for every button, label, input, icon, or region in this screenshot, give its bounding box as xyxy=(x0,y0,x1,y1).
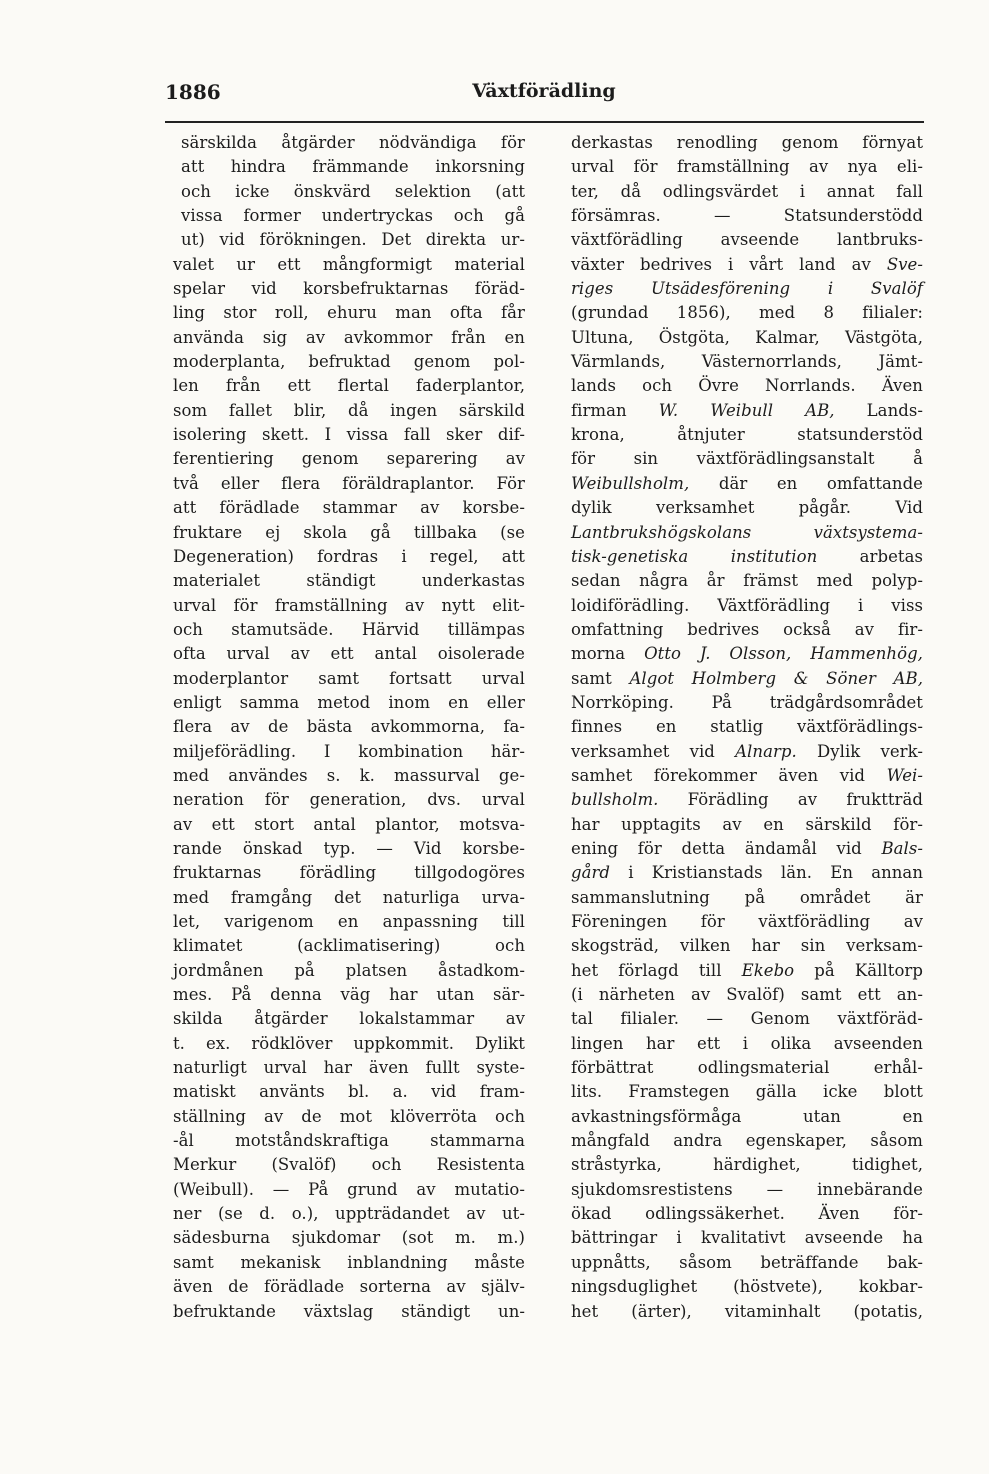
text-segment: rande önskad typ. — Vid korsbe- xyxy=(173,838,525,858)
text-line xyxy=(571,204,923,228)
text-line xyxy=(571,861,923,885)
text-line xyxy=(571,1056,923,1080)
text-line xyxy=(173,131,525,155)
text-segment: naturligt urval har även fullt syste- xyxy=(173,1058,525,1078)
text-segment: sädesburna sjukdomar (sot m. m.) xyxy=(173,1228,525,1248)
text-line xyxy=(173,1105,525,1129)
text-segment: arbetas xyxy=(817,546,923,566)
text-segment: finnes en statlig växtförädlings- xyxy=(571,717,923,737)
text-segment: spelar vid korsbefruktarnas föräd- xyxy=(173,279,525,299)
text-segment: ut) vid förökningen. Det direkta ur- xyxy=(181,230,525,250)
text-line xyxy=(173,618,525,642)
text-segment: ling stor roll, ehuru man ofta får xyxy=(173,303,525,323)
text-segment: ter, då odlingsvärdet i annat fall xyxy=(571,181,923,201)
right-column xyxy=(571,131,923,1324)
text-segment: flera av de bästa avkommorna, fa- xyxy=(173,717,525,737)
text-line xyxy=(173,545,525,569)
text-line xyxy=(571,1032,923,1056)
text-segment: lingen har ett i olika avseenden xyxy=(571,1033,923,1053)
text-segment: matiskt använts bl. a. vid fram- xyxy=(173,1082,525,1102)
text-segment: verksamhet vid xyxy=(571,741,736,761)
text-line xyxy=(173,521,525,545)
text-segment: ningsduglighet (höstvete), kokbar- xyxy=(571,1277,923,1297)
text-line xyxy=(571,569,923,593)
text-line xyxy=(571,1251,923,1275)
text-segment: sjukdomsrestistens — innebärande xyxy=(571,1179,923,1199)
text-line xyxy=(571,447,923,471)
page-header xyxy=(165,80,923,114)
text-line xyxy=(571,788,923,812)
text-line xyxy=(173,861,525,885)
page-number: 1886 xyxy=(165,80,221,104)
text-line xyxy=(173,301,525,325)
text-line xyxy=(571,959,923,983)
text-line xyxy=(173,569,525,593)
text-line xyxy=(173,326,525,350)
text-line xyxy=(571,253,923,277)
text-line xyxy=(173,959,525,983)
text-line xyxy=(173,886,525,910)
text-segment: lands och Övre Norrlands. Även xyxy=(571,376,923,396)
text-segment: fruktarnas förädling tillgodogöres xyxy=(173,863,525,883)
text-segment: med användes s. k. massurval ge- xyxy=(173,765,525,785)
text-segment: het (ärter), vitaminhalt (potatis, xyxy=(571,1301,923,1321)
text-line xyxy=(571,1300,923,1324)
text-line xyxy=(173,594,525,618)
text-line xyxy=(173,180,525,204)
text-segment: skilda åtgärder lokalstammar av xyxy=(173,1009,525,1029)
text-segment: avkastningsförmåga utan en xyxy=(571,1106,923,1126)
text-line xyxy=(571,374,923,398)
text-line xyxy=(173,1129,525,1153)
text-line xyxy=(571,691,923,715)
text-line xyxy=(571,155,923,179)
text-line xyxy=(571,1202,923,1226)
text-segment: har upptagits av en särskild för- xyxy=(571,814,923,834)
text-line xyxy=(173,1080,525,1104)
text-line xyxy=(571,715,923,739)
text-segment: sedan några år främst med polyp- xyxy=(571,571,923,591)
italic-text: Ekebo xyxy=(741,960,795,980)
italic-text: Wei- xyxy=(886,765,923,785)
text-segment: ferentiering genom separering av xyxy=(173,449,525,469)
text-line xyxy=(173,155,525,179)
text-segment: Merkur (Svalöf) och Resistenta xyxy=(173,1155,525,1175)
text-line xyxy=(173,1300,525,1324)
text-line xyxy=(571,764,923,788)
text-segment: jordmånen på platsen åstadkom- xyxy=(173,960,525,980)
text-line xyxy=(571,1178,923,1202)
text-segment: tal filialer. — Genom växtföräd- xyxy=(571,1009,923,1029)
text-line xyxy=(173,934,525,958)
text-line xyxy=(571,642,923,666)
text-line xyxy=(173,1275,525,1299)
italic-text: Bals- xyxy=(881,838,923,858)
text-segment: som fallet blir, då ingen särskild xyxy=(173,400,525,420)
text-line xyxy=(571,326,923,350)
text-line xyxy=(173,374,525,398)
text-line xyxy=(571,423,923,447)
text-line xyxy=(173,642,525,666)
text-line xyxy=(173,764,525,788)
text-segment: och icke önskvärd selektion (att xyxy=(181,181,525,201)
text-line xyxy=(173,399,525,423)
text-segment: Dylik verk- xyxy=(796,741,923,761)
text-line xyxy=(571,740,923,764)
text-line xyxy=(173,350,525,374)
text-segment: let, varigenom en anpassning till xyxy=(173,912,525,931)
text-line xyxy=(173,910,525,934)
italic-text: riges Utsädesförening i Svalöf xyxy=(571,279,923,299)
text-line xyxy=(173,228,525,252)
text-segment: Degeneration) fordras i regel, att xyxy=(173,546,525,566)
text-line xyxy=(571,1105,923,1129)
text-line xyxy=(571,180,923,204)
text-segment: växter bedrives i vårt land av xyxy=(571,254,887,274)
text-line xyxy=(571,1080,923,1104)
text-segment: uppnåtts, såsom beträffande bak- xyxy=(571,1252,923,1272)
italic-text: Algot Holmberg & Söner AB, xyxy=(629,668,923,688)
text-line xyxy=(571,496,923,520)
italic-text: tisk-genetiska institution xyxy=(571,546,818,566)
text-line xyxy=(173,204,525,228)
text-line xyxy=(173,740,525,764)
text-segment: för sin växtförädlingsanstalt å xyxy=(571,449,923,469)
text-segment: särskilda åtgärder nödvändiga för xyxy=(181,133,525,152)
text-segment: moderplantor samt fortsatt urval xyxy=(173,668,525,688)
text-segment: i Kristianstads län. En annan xyxy=(610,863,923,883)
text-line xyxy=(571,1007,923,1031)
text-segment: urval för framställning av nya eli- xyxy=(571,157,923,177)
text-line xyxy=(571,1129,923,1153)
text-line xyxy=(571,521,923,545)
text-segment: där en omfattande xyxy=(689,473,923,493)
text-segment: het förlagd till xyxy=(571,960,742,980)
text-segment: materialet ständigt underkastas xyxy=(173,571,525,591)
text-segment: krona, åtnjuter statsunderstöd xyxy=(571,425,923,445)
text-segment: två eller flera föräldraplantor. För xyxy=(173,473,525,493)
text-line xyxy=(571,813,923,837)
text-segment: mångfald andra egenskaper, såsom xyxy=(571,1131,923,1151)
text-line xyxy=(173,496,525,520)
header-rule xyxy=(165,121,924,123)
italic-text: Weibullsholm, xyxy=(571,473,690,493)
italic-text: Otto J. Olsson, Hammenhög, xyxy=(644,644,923,664)
text-segment: ner (se d. o.), uppträdandet av ut- xyxy=(173,1204,525,1224)
text-segment: valet ur ett mångformigt material xyxy=(173,254,525,274)
text-segment: ställning av de mot klöverröta och xyxy=(173,1106,525,1126)
text-segment: bättringar i kvalitativt avseende ha xyxy=(571,1228,923,1248)
text-line xyxy=(571,545,923,569)
text-line xyxy=(173,277,525,301)
text-line xyxy=(571,277,923,301)
text-line xyxy=(571,618,923,642)
text-line xyxy=(571,594,923,618)
text-segment: ökad odlingssäkerhet. Även för- xyxy=(571,1204,923,1224)
text-line xyxy=(173,1202,525,1226)
text-line xyxy=(571,1226,923,1250)
text-segment: lits. Framstegen gälla icke blott xyxy=(571,1082,923,1102)
text-segment: urval för framställning av nytt elit- xyxy=(173,595,525,615)
text-segment: Förädling av fruktträd xyxy=(658,790,923,810)
text-line xyxy=(571,131,923,155)
text-segment: (i närheten av Svalöf) samt ett an- xyxy=(571,985,923,1005)
text-line xyxy=(571,1153,923,1177)
text-line xyxy=(173,1178,525,1202)
text-segment: neration för generation, dvs. urval xyxy=(173,790,525,810)
text-segment: med framgång det naturliga urva- xyxy=(173,887,525,907)
left-column xyxy=(173,131,525,1324)
text-segment: len från ett flertal faderplantor, xyxy=(173,376,525,396)
text-segment: (Weibull). — På grund av mutatio- xyxy=(173,1179,525,1199)
text-line xyxy=(173,423,525,447)
text-segment: miljeförädling. I kombination här- xyxy=(173,741,525,761)
text-line xyxy=(173,447,525,471)
text-segment: Lands- xyxy=(834,400,923,420)
text-segment: använda sig av avkommor från en xyxy=(173,327,525,347)
text-segment: att förädlade stammar av korsbe- xyxy=(173,498,525,518)
text-segment: morna xyxy=(571,644,645,664)
text-segment: samt mekanisk inblandning måste xyxy=(173,1252,525,1272)
italic-text: Sve- xyxy=(886,254,923,274)
running-title: Växtförädling xyxy=(472,80,616,102)
text-segment: omfattning bedrives också av fir- xyxy=(571,619,923,639)
text-line xyxy=(173,253,525,277)
text-segment: Värmlands, Västernorrlands, Jämt- xyxy=(571,352,923,372)
text-segment: på Källtorp xyxy=(794,960,923,980)
text-segment: ofta urval av ett antal oisolerade xyxy=(173,644,525,664)
text-line xyxy=(173,837,525,861)
text-line xyxy=(571,472,923,496)
text-line xyxy=(173,1007,525,1031)
text-segment: samhet förekommer även vid xyxy=(571,765,887,785)
text-segment: derkastas renodling genom förnyat xyxy=(571,133,923,152)
text-segment: befruktande växtslag ständigt un- xyxy=(173,1301,525,1321)
text-segment: samt xyxy=(571,668,630,688)
italic-text: gård xyxy=(571,863,611,883)
text-segment: ening för detta ändamål vid xyxy=(571,838,882,858)
text-line xyxy=(173,1226,525,1250)
text-segment: stråstyrka, härdighet, tidighet, xyxy=(571,1155,923,1175)
text-line xyxy=(173,813,525,837)
text-segment: av ett stort antal plantor, motsva- xyxy=(173,814,525,834)
italic-text: Lantbrukshögskolans växtsystema- xyxy=(571,522,923,542)
text-segment: försämras. — Statsunderstödd xyxy=(571,206,923,226)
text-segment: fruktare ej skola gå tillbaka (se xyxy=(173,522,525,542)
text-line xyxy=(173,1056,525,1080)
text-line xyxy=(571,301,923,325)
text-segment: t. ex. rödklöver uppkommit. Dylikt xyxy=(173,1033,525,1053)
italic-text: Alnarp. xyxy=(735,741,797,761)
italic-text: bullsholm. xyxy=(571,790,659,810)
text-line xyxy=(173,691,525,715)
text-segment: moderplanta, befruktad genom pol- xyxy=(173,352,525,372)
text-line xyxy=(571,983,923,1007)
text-segment: klimatet (acklimatisering) och xyxy=(173,936,525,956)
text-segment: Norrköping. På trädgårdsområdet xyxy=(571,692,923,712)
text-segment: -ål motståndskraftiga stammarna xyxy=(173,1131,525,1151)
text-line xyxy=(571,399,923,423)
text-line xyxy=(571,934,923,958)
text-segment: att hindra främmande inkorsning xyxy=(181,157,525,177)
text-segment: Ultuna, Östgöta, Kalmar, Västgöta, xyxy=(571,327,923,347)
text-line xyxy=(571,228,923,252)
text-segment: isolering skett. I vissa fall sker dif- xyxy=(173,425,525,445)
text-line xyxy=(173,983,525,1007)
text-segment: vissa former undertryckas och gå xyxy=(181,206,525,226)
text-segment: firman xyxy=(571,400,659,420)
text-segment: och stamutsäde. Härvid tillämpas xyxy=(173,619,525,639)
text-line xyxy=(173,715,525,739)
text-segment: enligt samma metod inom en eller xyxy=(173,692,525,712)
text-line xyxy=(173,788,525,812)
text-segment: förbättrat odlingsmaterial erhål- xyxy=(571,1058,923,1078)
text-segment: mes. På denna väg har utan sär- xyxy=(173,985,525,1005)
text-segment: Föreningen för växtförädling av xyxy=(571,912,923,931)
text-segment: även de förädlade sorterna av själv- xyxy=(173,1277,525,1297)
text-line xyxy=(173,1251,525,1275)
text-line xyxy=(571,350,923,374)
text-line xyxy=(173,1153,525,1177)
text-line xyxy=(571,910,923,934)
text-segment: skogsträd, vilken har sin verksam- xyxy=(571,936,923,956)
text-line xyxy=(173,667,525,691)
text-line xyxy=(571,837,923,861)
text-segment: loidiförädling. Växtförädling i viss xyxy=(571,595,923,615)
text-line xyxy=(173,1032,525,1056)
text-line xyxy=(571,1275,923,1299)
italic-text: W. Weibull AB, xyxy=(658,400,835,420)
text-segment: växtförädling avseende lantbruks- xyxy=(571,230,923,250)
text-line xyxy=(173,472,525,496)
text-segment: (grundad 1856), med 8 filialer: xyxy=(571,303,923,323)
text-segment: dylik verksamhet pågår. Vid xyxy=(571,498,923,518)
text-line xyxy=(571,886,923,910)
text-line xyxy=(571,667,923,691)
text-segment: sammanslutning på området är xyxy=(571,887,923,907)
